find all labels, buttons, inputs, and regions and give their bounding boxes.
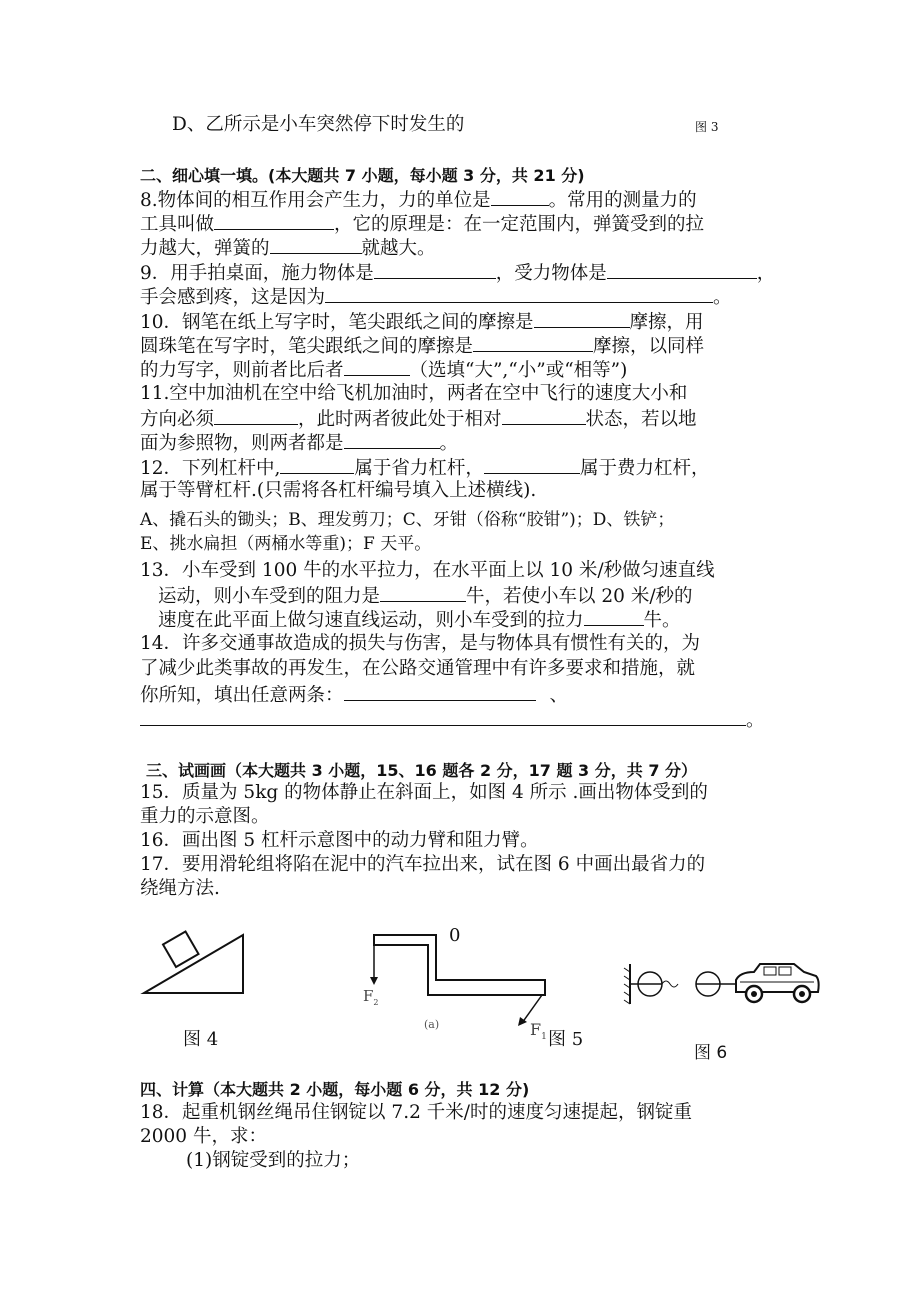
q11-line2: 方向必须 ，此时两者彼此处于相对 状态，若以地 [140,406,697,432]
q14-blank-2[interactable] [140,707,746,726]
q15-line1: 15．质量为 5kg 的物体静止在斜面上，如图 4 所示 .画出物体受到的 [140,782,708,803]
q10-line1: 10．钢笔在纸上写字时，笔尖跟纸之间的摩擦是 摩擦，用 [140,309,704,335]
q12-options-line2: E、挑水扁担（两桶水等重)；F 天平。 [140,534,432,554]
q10-blank-2[interactable] [473,333,593,352]
q12-options-line1: A、撬石头的锄头；B、理发剪刀；C、牙钳（俗称“胶钳”)；D、铁铲； [140,510,675,530]
q8-line3: 力越大，弹簧的 就越大。 [140,235,436,261]
q8-blank-3[interactable] [270,235,362,254]
q13-line1: 13．小车受到 100 牛的水平拉力，在水平面上以 10 米/秒做匀速直线 [140,560,715,581]
q13-line2: 运动，则小车受到的阻力是 牛，若使小车以 20 米/秒的 [158,583,693,609]
q10-blank-3[interactable] [344,357,410,376]
q8-blank-2[interactable] [214,211,334,230]
q18-sub1: (1)钢锭受到的拉力； [186,1150,361,1171]
q9-blank-1[interactable] [374,260,496,279]
force-f2-label: $F_2$ [363,987,379,1007]
q14-line1: 14．许多交通事故造成的损失与伤害，是与物体具有惯性有关的，为 [140,633,701,654]
figure-5-caption: 图 5 [548,1029,584,1050]
q10-line3: 的力写字，则前者比后者 （选填“大”,“小”或“相等”) [140,357,627,383]
figure-5-subcaption: (a) [424,1018,440,1031]
q12-blank-2[interactable] [484,455,580,474]
q16: 16．画出图 5 杠杆示意图中的动力臂和阻力臂。 [140,830,539,851]
q14-line3: 你所知，填出任意两条： 、 [140,682,568,708]
q12-blank-1[interactable] [280,455,354,474]
pivot-label: 0 [449,925,461,946]
figure-6-pulley-car [622,958,820,1013]
q8-blank-1[interactable] [491,187,549,206]
q12-line2: 属于等臂杠杆.(只需将各杠杆编号填入上述横线). [140,480,537,501]
q17-line1: 17．要用滑轮组将陷在泥中的汽车拉出来，试在图 6 中画出最省力的 [140,854,706,875]
q10-line2: 圆珠笔在写字时，笔尖跟纸之间的摩擦是 摩擦，以同样 [140,333,704,359]
figure-4-caption: 图 4 [183,1029,219,1050]
q13-line3: 速度在此平面上做匀速直线运动，则小车受到的拉力 牛。 [158,607,681,633]
q14-line2: 了减少此类事故的再发生，在公路交通管理中有许多要求和措施，就 [140,658,696,679]
q9-blank-3[interactable] [325,284,713,303]
q18-line1: 18．起重机钢丝绳吊住钢锭以 7.2 千米/时的速度匀速提起，钢锭重 [140,1102,692,1123]
q14-blank-1[interactable] [344,682,536,701]
q8-line1: 8.物体间的相互作用会产生力，力的单位是 。常用的测量力的 [140,187,697,213]
figure-4-incline [140,925,250,995]
figure-3-caption: 图 3 [695,120,719,134]
figure-6-caption: 图 6 [694,1043,728,1063]
force-f1-label: $F_1$ [530,1020,547,1043]
q11-blank-1[interactable] [214,406,298,425]
q11-line3: 面为参照物，则两者都是 。 [140,430,458,456]
q12-line1: 12．下列杠杆中, 属于省力杠杆， 属于费力杠杆， [140,455,709,481]
section-2-title: 二、细心填一填。(本大题共 7 小题，每小题 3 分，共 21 分) [140,166,585,185]
q13-blank-2[interactable] [584,607,644,626]
q17-line2: 绕绳方法. [140,878,220,899]
section-3-title: 三、试画画（本大题共 3 小题，15、16 题各 2 分，17 题 3 分，共 7 分） [146,761,698,780]
section-4-title: 四、计算（本大题共 2 小题，每小题 6 分，共 12 分) [140,1080,530,1099]
q11-blank-3[interactable] [344,430,440,449]
q11-line1: 11.空中加油机在空中给飞机加油时，两者在空中飞行的速度大小和 [140,383,688,404]
q18-line2: 2000 牛，求： [140,1126,267,1147]
q10-blank-1[interactable] [534,309,630,328]
q13-blank-1[interactable] [380,583,466,602]
q15-line2: 重力的示意图。 [140,806,270,827]
option-d: D、乙所示是小车突然停下时发生的 [172,114,465,135]
q9-line1: 9．用手拍桌面，施力物体是 ，受力物体是 ， [140,260,775,286]
q8-line2: 工具叫做 ，它的原理是：在一定范围内，弹簧受到的拉 [140,211,704,237]
q11-blank-2[interactable] [502,406,586,425]
q14-line4: 。 [140,707,765,733]
q9-line2: 手会感到疼，这是因为 。 [140,284,732,310]
q9-blank-2[interactable] [607,260,757,279]
